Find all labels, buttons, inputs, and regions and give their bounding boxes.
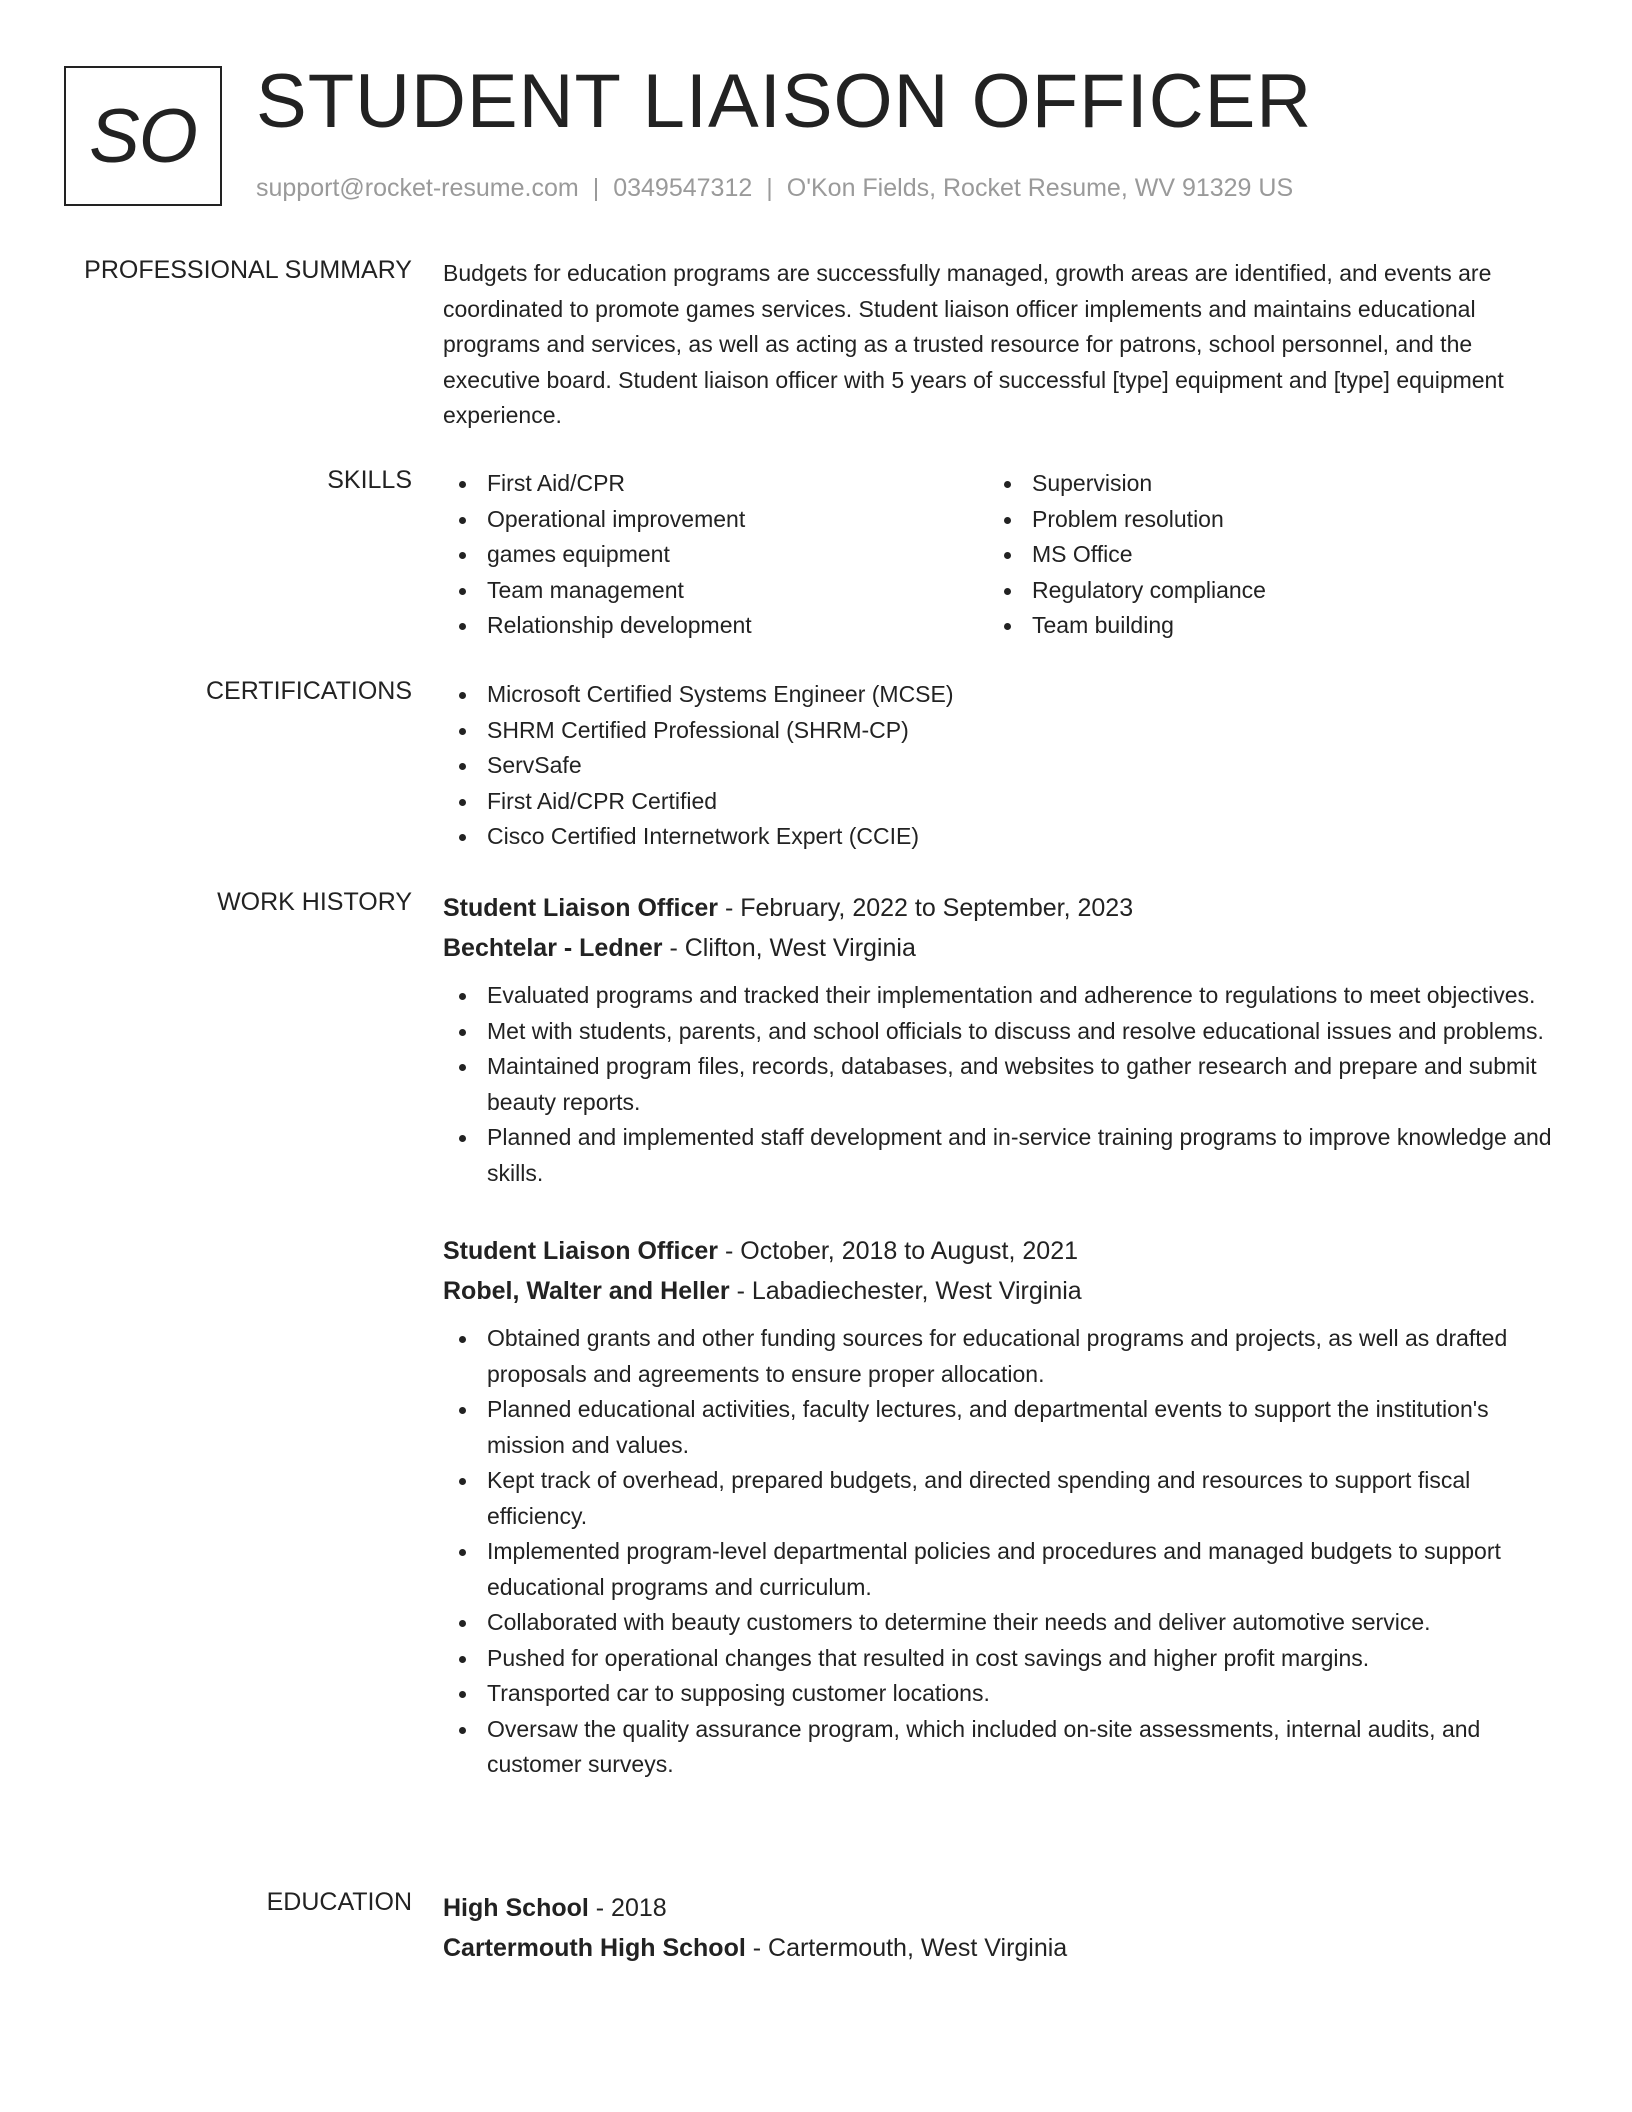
job-bullet: Planned and implemented staff development and in-service training programs to improve knowledge and skills. <box>443 1120 1553 1191</box>
education-degree: High School <box>443 1894 589 1922</box>
job-title: Student Liaison Officer <box>443 1237 719 1265</box>
job-company: Bechtelar - Ledner <box>443 934 663 962</box>
separator: | <box>766 174 773 202</box>
contact-line <box>256 174 1293 203</box>
job-bullet: Transported car to supposing customer locations. <box>443 1676 1553 1712</box>
skill-item: Relationship development <box>443 608 988 644</box>
section-label-work-history: WORK HISTORY <box>217 888 412 916</box>
job-title: Student Liaison Officer <box>443 894 719 922</box>
certification-item: First Aid/CPR Certified <box>443 784 1553 820</box>
education-degree-line <box>443 1888 1553 1928</box>
education-year: - 2018 <box>588 1894 667 1922</box>
skill-item: Problem resolution <box>988 502 1533 538</box>
job-bullet: Kept track of overhead, prepared budgets, and directed spending and resources to support fiscal efficiency. <box>443 1463 1553 1534</box>
job-bullet: Maintained program files, records, databases, and websites to gather research and prepare and submit beauty reports. <box>443 1049 1553 1120</box>
job-location: - Labadiechester, West Virginia <box>729 1277 1082 1305</box>
separator: | <box>592 174 600 202</box>
certification-item: ServSafe <box>443 748 1553 784</box>
job-company-line <box>443 928 1553 968</box>
section-label-summary: PROFESSIONAL SUMMARY <box>84 256 412 284</box>
job-title-line <box>443 888 1553 928</box>
summary-text: Budgets for education programs are successfully managed, growth areas are identified, and events are coordinated to promote games services. Student liaison officer implements and maintains educational programs and services, as well as acting as a trusted resource for patrons, school personnel, and the executive board. Student liaison officer with 5 years of successful [type] equipment and [type] equipment experience. <box>443 260 1504 428</box>
job-entry <box>443 1231 1553 1783</box>
section-label-certifications: CERTIFICATIONS <box>205 677 412 705</box>
skill-item: Team building <box>988 608 1533 644</box>
certification-item: SHRM Certified Professional (SHRM-CP) <box>443 713 1553 749</box>
job-bullet: Implemented program-level departmental policies and procedures and managed budgets to support educational programs and curriculum. <box>443 1534 1553 1605</box>
skills-column-right <box>988 466 1533 644</box>
job-bullet: Met with students, parents, and school officials to discuss and resolve educational issues and problems. <box>443 1014 1553 1050</box>
initials-text: SO <box>89 93 197 179</box>
work-history-body <box>443 888 1553 1783</box>
job-company: Robel, Walter and Heller <box>443 1277 730 1305</box>
skill-item: Supervision <box>988 466 1533 502</box>
job-bullet: Pushed for operational changes that resulted in cost savings and higher profit margins. <box>443 1641 1553 1677</box>
job-company-line <box>443 1271 1553 1311</box>
section-label-skills: SKILLS <box>327 466 412 494</box>
job-location: - Clifton, West Virginia <box>662 934 916 962</box>
job-bullets <box>443 1321 1553 1783</box>
skill-item: Regulatory compliance <box>988 573 1533 609</box>
skill-item: Operational improvement <box>443 502 988 538</box>
skills-column-left <box>443 466 988 644</box>
section-label-education: EDUCATION <box>266 1888 412 1916</box>
job-dates: - February, 2022 to September, 2023 <box>718 894 1134 922</box>
address: O'Kon Fields, Rocket Resume, WV 91329 US <box>786 174 1294 202</box>
skill-item: Team management <box>443 573 988 609</box>
job-bullet: Oversaw the quality assurance program, which included on-site assessments, internal audits, and customer surveys. <box>443 1712 1553 1783</box>
initials-monogram <box>64 66 222 206</box>
skill-item: MS Office <box>988 537 1533 573</box>
job-dates: - October, 2018 to August, 2021 <box>718 1237 1079 1265</box>
page-title: STUDENT LIAISON OFFICER <box>256 59 1313 144</box>
skill-item: First Aid/CPR <box>443 466 988 502</box>
job-bullets <box>443 978 1553 1191</box>
education-body <box>443 1888 1553 1968</box>
skills-list <box>443 466 1553 644</box>
email-link[interactable]: support@rocket-resume.com <box>256 174 579 202</box>
education-location: - Cartermouth, West Virginia <box>745 1934 1068 1962</box>
job-bullet: Planned educational activities, faculty lectures, and departmental events to support the institution's mission and values. <box>443 1392 1553 1463</box>
certifications-list <box>443 677 1553 855</box>
job-bullet: Collaborated with beauty customers to determine their needs and deliver automotive service. <box>443 1605 1553 1641</box>
job-bullet: Obtained grants and other funding sources for educational programs and projects, as well as drafted proposals and agreements to ensure proper allocation. <box>443 1321 1553 1392</box>
job-title-line <box>443 1231 1553 1271</box>
skill-item: games equipment <box>443 537 988 573</box>
certification-item: Microsoft Certified Systems Engineer (MCSE) <box>443 677 1553 713</box>
education-school: Cartermouth High School <box>443 1934 746 1962</box>
education-school-line <box>443 1928 1553 1968</box>
job-bullet: Evaluated programs and tracked their implementation and adherence to regulations to meet objectives. <box>443 978 1553 1014</box>
job-entry <box>443 888 1553 1191</box>
phone-number: 0349547312 <box>613 174 753 202</box>
certification-item: Cisco Certified Internetwork Expert (CCIE) <box>443 819 1553 855</box>
